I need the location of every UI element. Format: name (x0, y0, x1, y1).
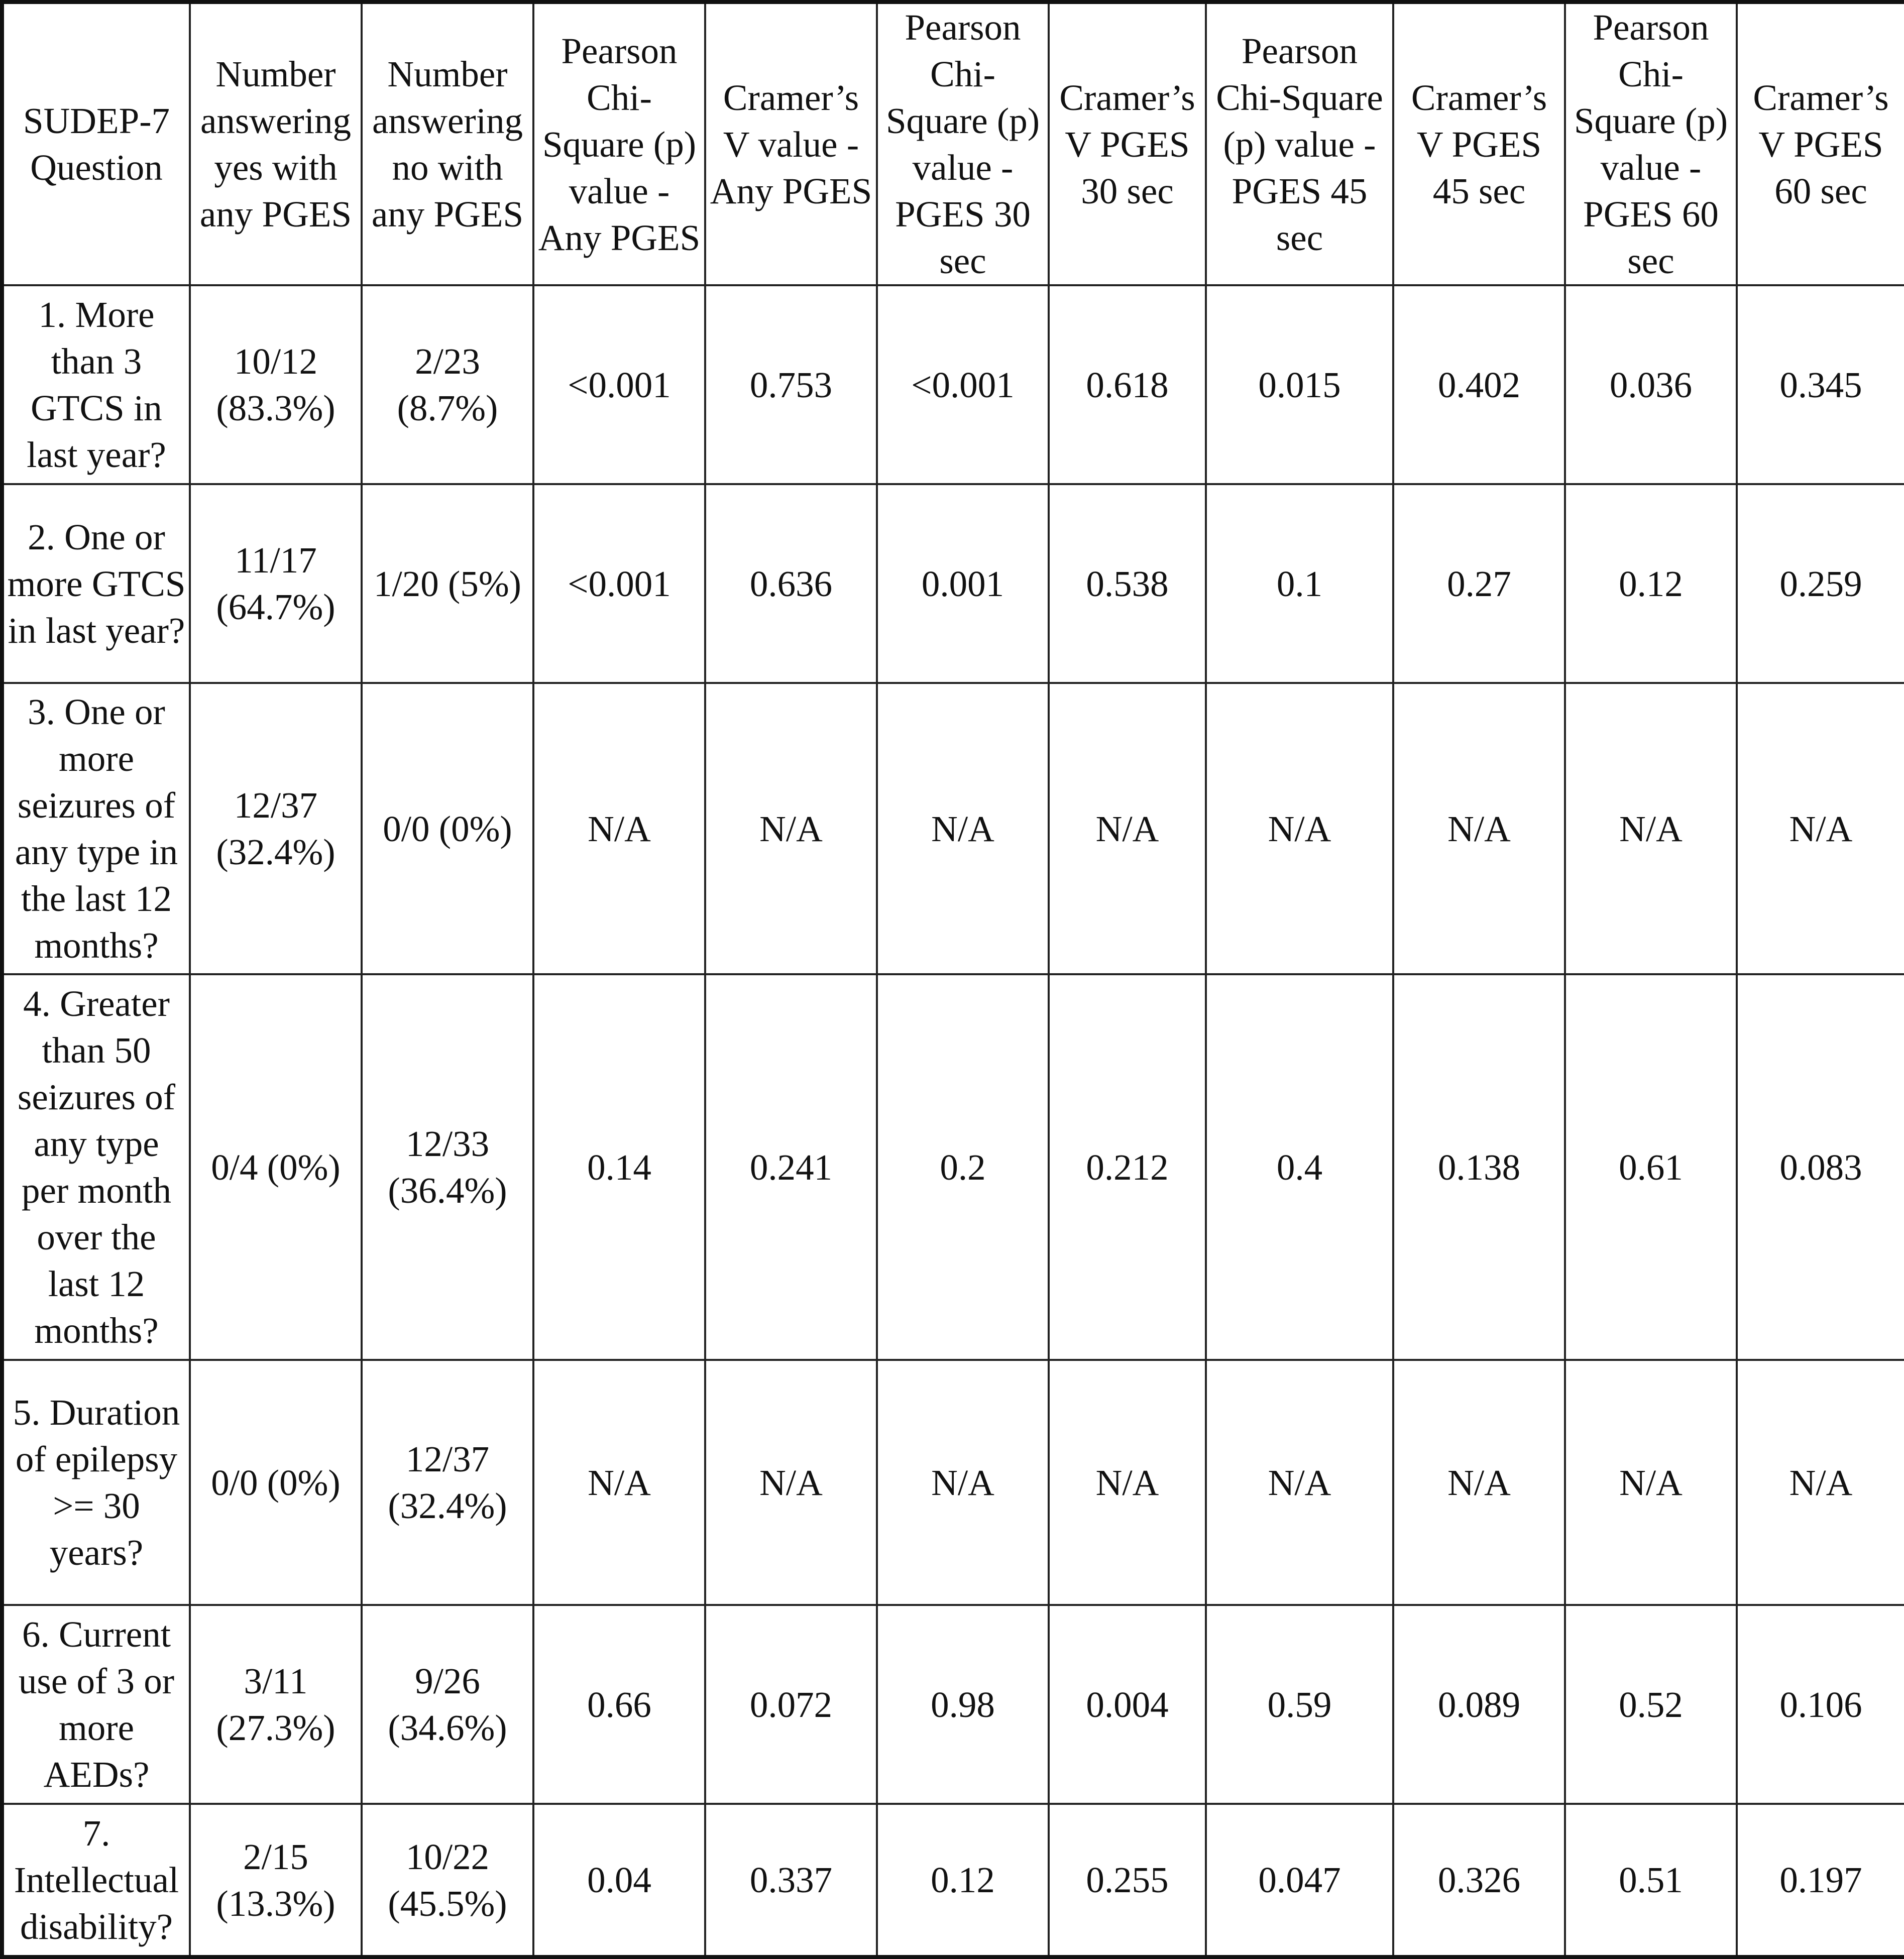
table-cell: 0.326 (1393, 1804, 1565, 1957)
table-cell: 0.089 (1393, 1605, 1565, 1804)
table-cell: N/A (1049, 1360, 1206, 1605)
question-cell: 1. More than 3 GTCS in last year? (2, 285, 190, 484)
question-cell: 4. Greater than 50 seizures of any type per month over the last 12 months? (2, 974, 190, 1360)
table-cell: 0.402 (1393, 285, 1565, 484)
table-cell: 0.636 (705, 484, 877, 683)
table-cell: 0.51 (1565, 1804, 1737, 1957)
table-cell: 3/11 (27.3%) (190, 1605, 362, 1804)
table-cell: 0.036 (1565, 285, 1737, 484)
table-cell: 0.98 (877, 1605, 1049, 1804)
table-cell: 12/37 (32.4%) (190, 683, 362, 974)
table-cell: 0.14 (533, 974, 705, 1360)
table-cell: N/A (1565, 1360, 1737, 1605)
table-cell: 12/33 (36.4%) (362, 974, 533, 1360)
table-cell: N/A (877, 1360, 1049, 1605)
table-row (2, 285, 1904, 484)
table-row (2, 1360, 1904, 1605)
table-row (2, 683, 1904, 974)
header-cell: Cramer’s V PGES 60 sec (1737, 2, 1904, 285)
table-cell: N/A (1206, 1360, 1393, 1605)
table-cell: 0.212 (1049, 974, 1206, 1360)
table-cell: 0.2 (877, 974, 1049, 1360)
header-cell: Pearson Chi-Square (p) value - PGES 45 sec (1206, 2, 1393, 285)
table-cell: N/A (1737, 1360, 1904, 1605)
table-cell: 0.001 (877, 484, 1049, 683)
table-cell: 0.27 (1393, 484, 1565, 683)
table-cell: N/A (1565, 683, 1737, 974)
header-cell: Cramer’s V PGES 45 sec (1393, 2, 1565, 285)
table-cell: 0.083 (1737, 974, 1904, 1360)
header-cell: Cramer’s V value - Any PGES (705, 2, 877, 285)
table-cell: 0.345 (1737, 285, 1904, 484)
table-cell: 10/12 (83.3%) (190, 285, 362, 484)
table-cell: 0.337 (705, 1804, 877, 1957)
table-cell: N/A (1049, 683, 1206, 974)
header-row (2, 2, 1904, 285)
table-cell: 0.106 (1737, 1605, 1904, 1804)
table-cell: N/A (533, 683, 705, 974)
table-cell: N/A (1206, 683, 1393, 974)
table-row (2, 974, 1904, 1360)
table-cell: 0.241 (705, 974, 877, 1360)
table-cell: 0.1 (1206, 484, 1393, 683)
question-cell: 6. Current use of 3 or more AEDs? (2, 1605, 190, 1804)
header-cell: Number answering no with any PGES (362, 2, 533, 285)
table-cell: 9/26 (34.6%) (362, 1605, 533, 1804)
table-cell: 0.04 (533, 1804, 705, 1957)
table-cell: 0.004 (1049, 1605, 1206, 1804)
header-cell: Pearson Chi-Square (p) value - Any PGES (533, 2, 705, 285)
table-cell: 0.538 (1049, 484, 1206, 683)
table-cell: 2/15 (13.3%) (190, 1804, 362, 1957)
table-cell: 1/20 (5%) (362, 484, 533, 683)
table-cell: 0.138 (1393, 974, 1565, 1360)
table-cell: N/A (705, 683, 877, 974)
question-cell: 7. Intellectual disability? (2, 1804, 190, 1957)
question-cell: 2. One or more GTCS in last year? (2, 484, 190, 683)
table-row (2, 1605, 1904, 1804)
table-cell: N/A (1393, 683, 1565, 974)
table-cell: N/A (1393, 1360, 1565, 1605)
question-cell: 5. Duration of epilepsy >= 30 years? (2, 1360, 190, 1605)
table-cell: 0.12 (877, 1804, 1049, 1957)
table-cell: N/A (1737, 683, 1904, 974)
header-cell: Cramer’s V PGES 30 sec (1049, 2, 1206, 285)
header-cell: Pearson Chi-Square (p) value - PGES 30 sec (877, 2, 1049, 285)
table-cell: 2/23 (8.7%) (362, 285, 533, 484)
table-cell: <0.001 (533, 285, 705, 484)
table-cell: 0.618 (1049, 285, 1206, 484)
table-cell: 10/22 (45.5%) (362, 1804, 533, 1957)
header-cell: SUDEP-7 Question (2, 2, 190, 285)
table-cell: 0.255 (1049, 1804, 1206, 1957)
table-cell: <0.001 (877, 285, 1049, 484)
table-cell: 0.047 (1206, 1804, 1393, 1957)
table-cell: 0.4 (1206, 974, 1393, 1360)
table-cell: N/A (705, 1360, 877, 1605)
table-cell: 0.259 (1737, 484, 1904, 683)
table-row (2, 484, 1904, 683)
table-cell: N/A (877, 683, 1049, 974)
table-cell: 0/0 (0%) (190, 1360, 362, 1605)
table-cell: 0.59 (1206, 1605, 1393, 1804)
table-cell: 0.197 (1737, 1804, 1904, 1957)
table-cell: 0.61 (1565, 974, 1737, 1360)
question-cell: 3. One or more seizures of any type in the last 12 months? (2, 683, 190, 974)
table-cell: 12/37 (32.4%) (362, 1360, 533, 1605)
table-cell: 0.753 (705, 285, 877, 484)
table-cell: N/A (533, 1360, 705, 1605)
table-cell: 0/0 (0%) (362, 683, 533, 974)
table-cell: 0.015 (1206, 285, 1393, 484)
header-cell: Pearson Chi-Square (p) value - PGES 60 sec (1565, 2, 1737, 285)
header-cell: Number answering yes with any PGES (190, 2, 362, 285)
table-row (2, 1804, 1904, 1957)
table-cell: 0.66 (533, 1605, 705, 1804)
table-cell: 11/17 (64.7%) (190, 484, 362, 683)
table-cell: 0.52 (1565, 1605, 1737, 1804)
table-cell: 0.072 (705, 1605, 877, 1804)
table-cell: 0.12 (1565, 484, 1737, 683)
table-cell: <0.001 (533, 484, 705, 683)
table-cell: 0/4 (0%) (190, 974, 362, 1360)
